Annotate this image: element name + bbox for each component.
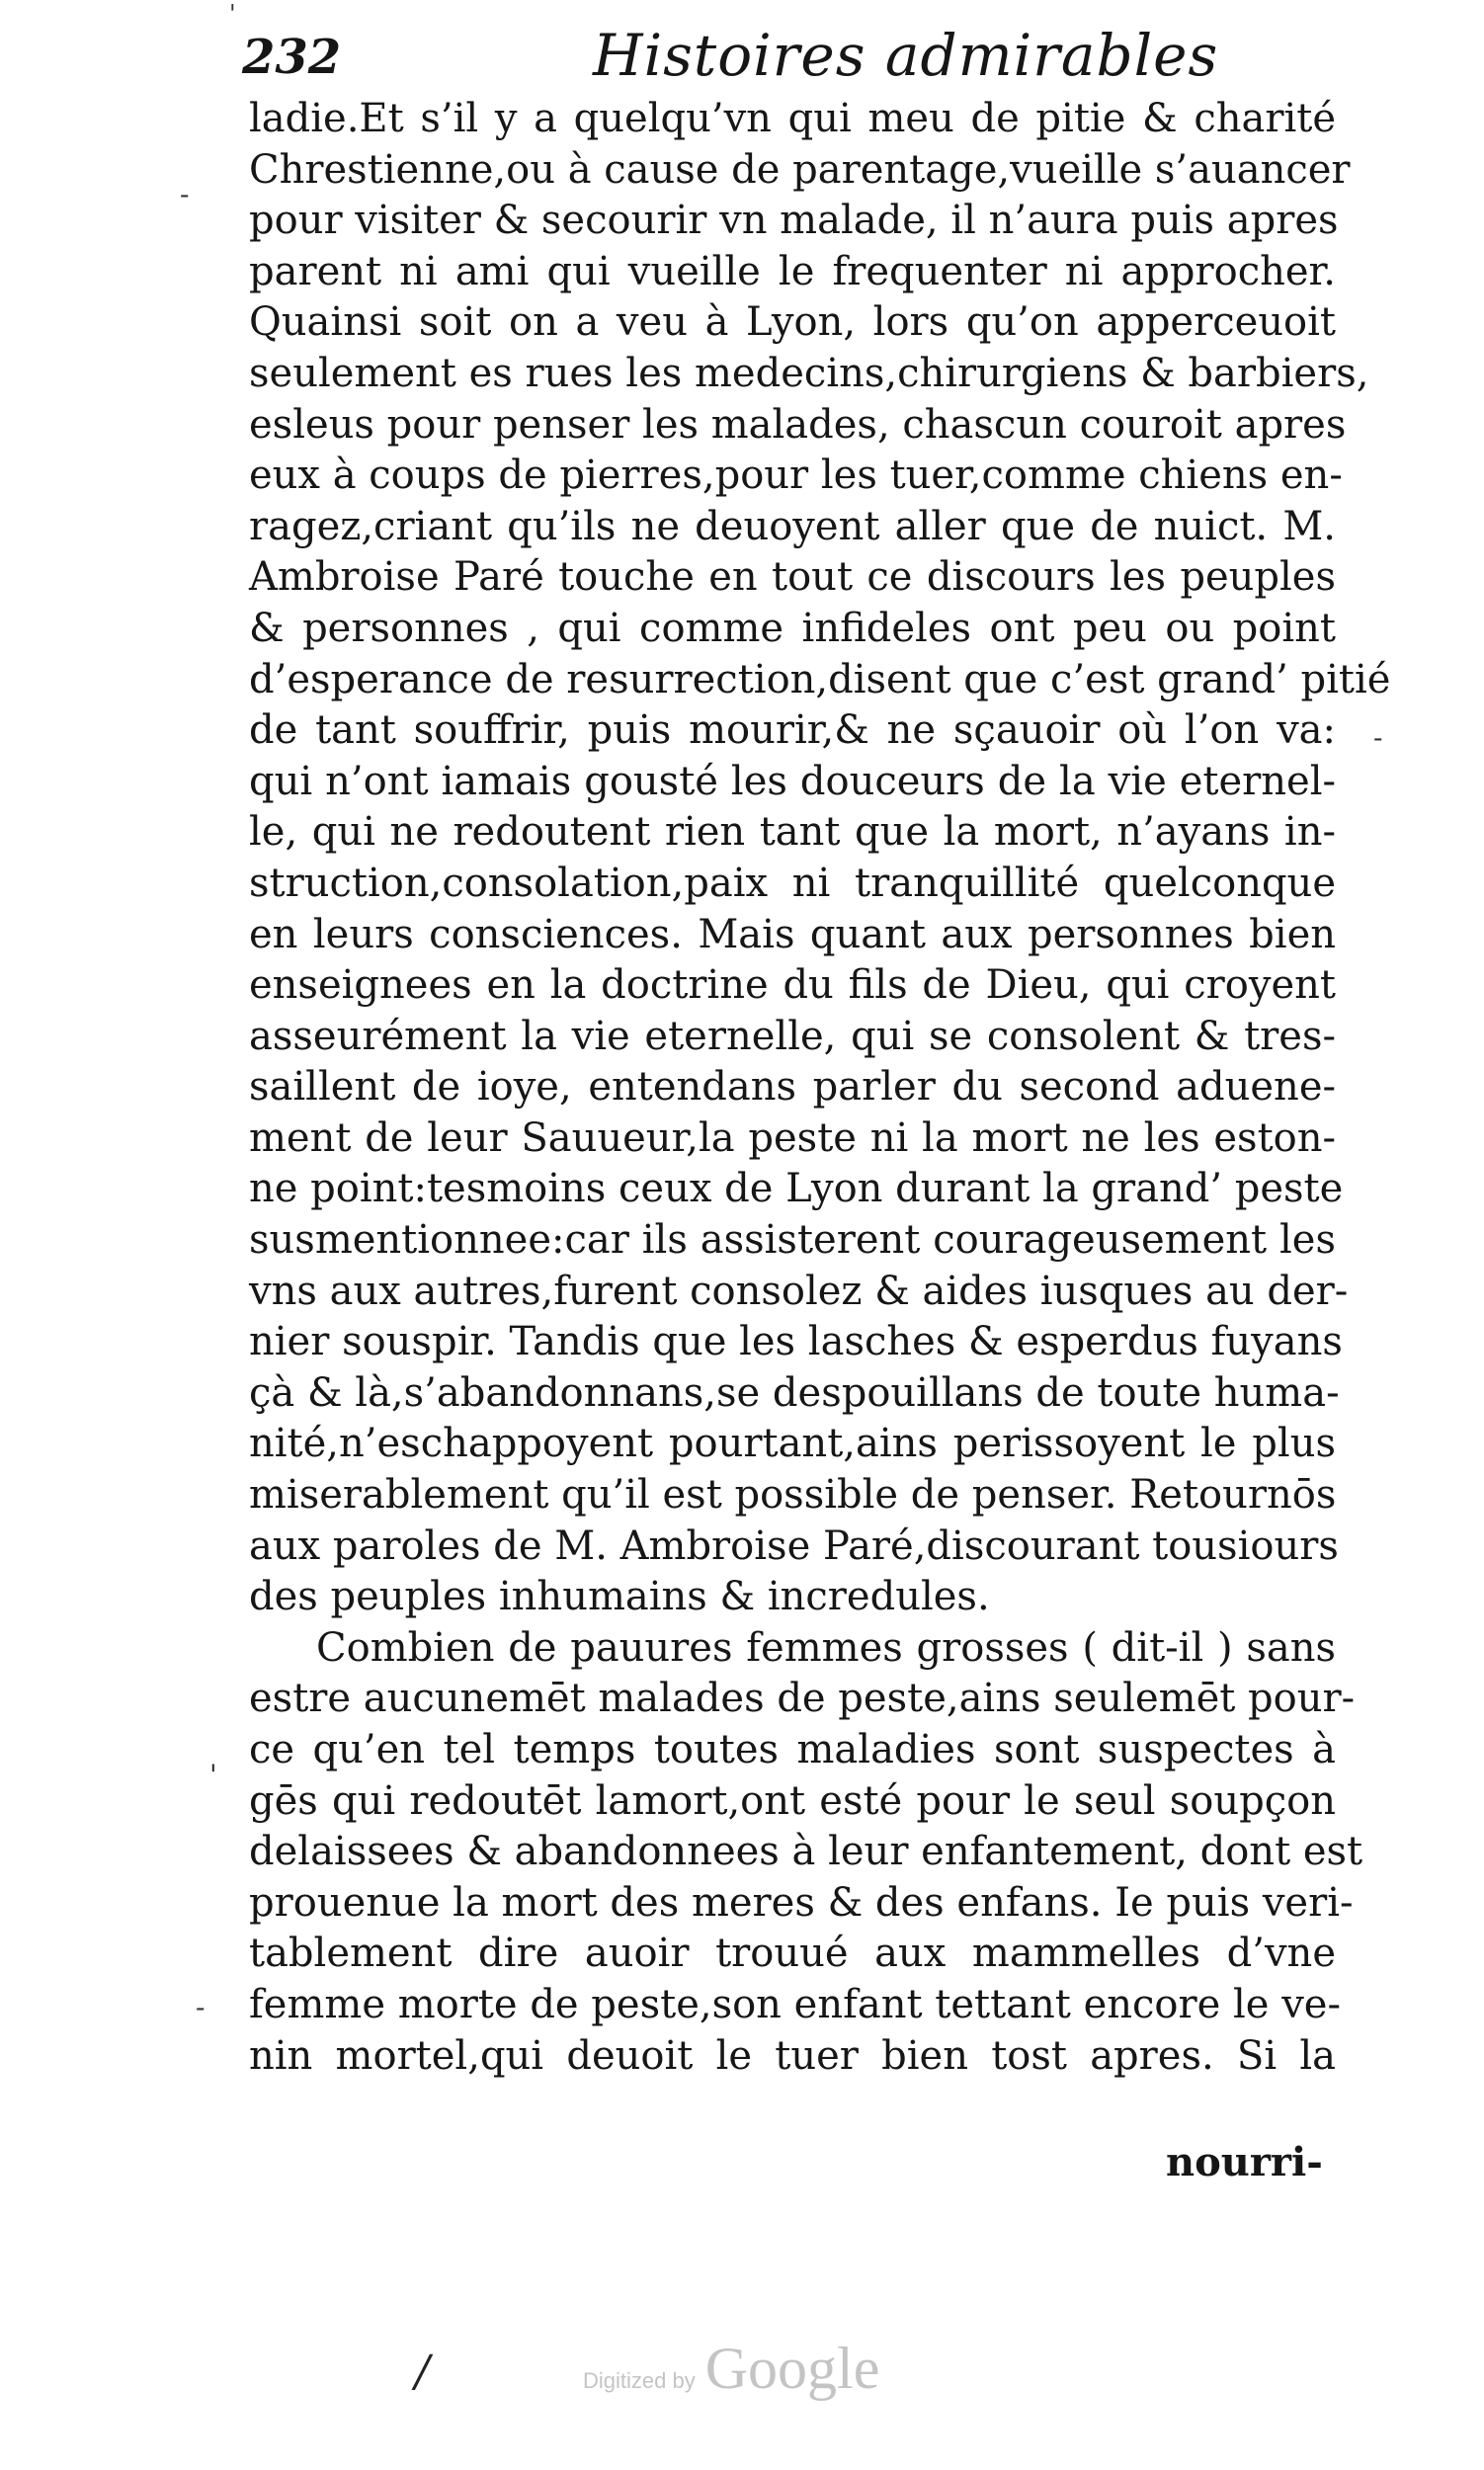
text-line: saillent de ioye, entendans parler du second aduene- (249, 1064, 1336, 1111)
paragraph-1 (249, 94, 1391, 1623)
text-line: nier souspir. Tandis que les lasches & esperdus fuyans (249, 1319, 1343, 1365)
text-line: pour visiter & secourir vn malade, il n’aura puis apres (249, 198, 1339, 244)
text-line: Chrestienne,ou à cause de parentage,vueille s’auancer (249, 146, 1351, 193)
text-line: esleus pour penser les malades, chascun couroit apres (249, 401, 1347, 448)
text-line: susmentionnee:car ils assisterent courageusement les (249, 1217, 1336, 1264)
catchword: nourri- (1166, 2139, 1323, 2185)
text-line: seulement es rues les medecins,chirurgiens & barbiers, (249, 350, 1369, 396)
text-line: ne point:tesmoins ceux de Lyon durant la grand’ peste (249, 1166, 1344, 1212)
text-line: eux à coups de pierres,pour les tuer,comme chiens en- (249, 453, 1343, 499)
margin-mark: - (196, 1991, 206, 2023)
text-line: delaissees & abandonnees à leur enfantement, dont est (249, 1829, 1363, 1875)
running-head: Histoires admirables (593, 22, 1219, 89)
watermark-prefix: Digitized by (583, 2368, 696, 2393)
margin-mark-top: ' (229, 0, 236, 28)
text-line: estre aucunemēt malades de peste,ains seulemēt pour- (249, 1676, 1356, 1722)
text-line: ment de leur Sauueur,la peste ni la mort ne les eston- (249, 1114, 1336, 1161)
text-line: prouenue la mort des meres & des enfans. Ie puis veri- (249, 1879, 1354, 1926)
pen-stroke: / (415, 2346, 430, 2397)
page-number: 232 (242, 30, 342, 85)
margin-mark: - (1373, 721, 1383, 754)
text-line: d’esperance de resurrection,disent que c’est grand’ pitié (249, 656, 1391, 702)
text-line: qui n’ont iamais gousté les douceurs de la vie eternel- (249, 758, 1336, 804)
text-line: ladie.Et s’il y a quelqu’vn qui meu de pitie & charité (249, 96, 1336, 141)
text-line: vns aux autres,furent consolez & aides iusques au der- (249, 1268, 1349, 1314)
margin-mark: - (180, 178, 190, 210)
text-line: Combien de pauures femmes grosses ( dit-il ) sans (316, 1624, 1336, 1671)
text-line: gēs qui redoutēt lamort,ont esté pour le seul soupçon (249, 1777, 1336, 1824)
text-line: çà & là,s’abandonnans,se despouillans de toute huma- (249, 1369, 1340, 1416)
text-line: en leurs consciences. Mais quant aux personnes bien (249, 911, 1336, 957)
text-line: des peuples inhumains & incredules. (249, 1574, 990, 1620)
text-line: ragez,criant qu’ils ne deuoyent aller que de nuict. M. (249, 503, 1336, 549)
text-line: de tant souffrir, puis mourir,& ne sçauoir où l’on va: (249, 707, 1336, 754)
text-line: enseignees en la doctrine du fils de Dieu, qui croyent (249, 962, 1336, 1009)
body-text (249, 94, 1391, 2082)
text-line: parent ni ami qui vueille le frequenter ni approcher. (249, 248, 1336, 294)
text-line: tablement dire auoir trouué aux mammelles d’vne (249, 1931, 1336, 1977)
text-line: le, qui ne redoutent rien tant que la mort, n’ayans in- (249, 809, 1336, 856)
text-line: asseurément la vie eternelle, qui se consolent & tres- (249, 1013, 1336, 1059)
text-line: miserablement qu’il est possible de penser. Retournōs (249, 1472, 1337, 1519)
google-logo: Google (704, 2336, 880, 2401)
margin-mark: ' (209, 1759, 217, 1791)
text-line: aux paroles de M. Ambroise Paré,discourant tousiours (249, 1523, 1339, 1569)
text-line: struction,consolation,paix ni tranquillité quelconque (249, 860, 1336, 906)
text-line: Quainsi soit on a veu à Lyon, lors qu’on apperceuoit (249, 299, 1336, 346)
paragraph-2 (249, 1623, 1363, 2082)
text-line: nité,n’eschappoyent pourtant,ains perissoyent le plus (249, 1421, 1336, 1467)
digitized-watermark (583, 2335, 879, 2403)
text-line: ce qu’en tel temps toutes maladies sont suspectes à (249, 1727, 1336, 1772)
text-line: femme morte de peste,son enfant tettant encore le ve- (249, 1981, 1341, 2027)
text-line: & personnes , qui comme infideles ont peu ou point (249, 605, 1336, 651)
text-line: Ambroise Paré touche en tout ce discours les peuples (249, 554, 1336, 601)
text-line: nin mortel,qui deuoit le tuer bien tost apres. Si la (249, 2032, 1336, 2079)
